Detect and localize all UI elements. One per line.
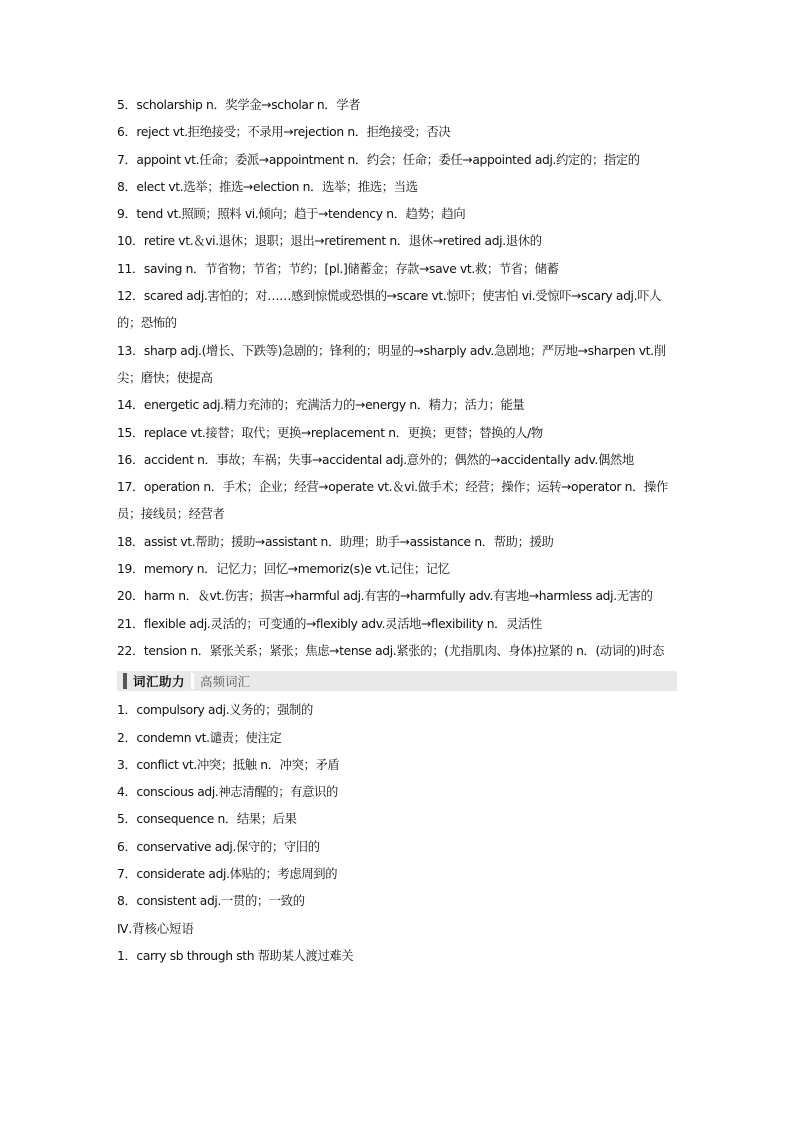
list-item: 18．assist vt.帮助；援助→assistant n．助理；助手→assistance n．帮助；援助 xyxy=(117,534,554,549)
list-item: 13．sharp adj.(增长、下跌等)急剧的；锋利的；明显的→sharply adv.急剧地；严厉地→sharpen vt.削尖；磨快；使提高 xyxy=(117,343,666,385)
list-item: 22．tension n．紧张关系；紧张；焦虑→tense adj.紧张的；(尤指肌肉、身体)拉紧的 n．(动词的)时态 xyxy=(117,643,665,658)
banner-separator xyxy=(191,673,194,689)
list-item: 19．memory n．记忆力；回忆→memoriz(s)e vt.记住；记忆 xyxy=(117,562,450,577)
list-item: 5．scholarship n．奖学金→scholar n．学者 xyxy=(117,98,361,112)
list-item: 8．consistent adj.一贯的；一致的 xyxy=(117,894,305,909)
list-item: 15．replace vt.接替；取代；更换→replacement n．更换；更替；替换的人/物 xyxy=(117,425,543,440)
banner-subtitle: 高频词汇 xyxy=(200,674,251,690)
list-item: 9．tend vt.照顾；照料 vi.倾向；趋于→tendency n．趋势；趋向 xyxy=(117,207,466,222)
list-item: 3．conflict vt.冲突；抵触 n．冲突；矛盾 xyxy=(117,757,340,772)
section-heading-iv: Ⅳ.背核心短语 xyxy=(117,921,194,936)
list-item: 20．harm n．＆vt.伤害；损害→harmful adj.有害的→harmfully adv.有害地→harmless adj.无害的 xyxy=(117,589,653,604)
list-item: 17．operation n．手术；企业；经营→operate vt.＆vi.做手术；经营；操作；运转→operator n．操作员；接线员；经营者 xyxy=(117,480,668,522)
list-item: 16．accident n．事故；车祸；失事→accidental adj.意外的；偶然的→accidentally adv.偶然地 xyxy=(117,452,634,467)
list-item: 14．energetic adj.精力充沛的；充满活力的→energy n．精力；活力；能量 xyxy=(117,398,525,413)
list-item: 1．carry sb through sth 帮助某人渡过难关 xyxy=(117,948,354,963)
list-item: 10．retire vt.＆vi.退休；退职；退出→retirement n．退休→retired adj.退休的 xyxy=(117,234,542,249)
banner-title: 词汇助力 xyxy=(133,674,186,690)
list-item: 5．consequence n．结果；后果 xyxy=(117,812,297,827)
banner-bar xyxy=(123,673,127,689)
document-page xyxy=(117,92,677,970)
list-item: 8．elect vt.选举；推选→election n．选举；推选；当选 xyxy=(117,179,418,194)
list-item: 1．compulsory adj.义务的；强制的 xyxy=(117,703,313,718)
vocab-list xyxy=(117,697,677,915)
list-item: 2．condemn vt.谴责；使注定 xyxy=(117,730,282,745)
list-item: 7．appoint vt.任命；委派→appointment n．约会；任命；委任→appointed adj.约定的；指定的 xyxy=(117,152,640,167)
word-list-top xyxy=(117,92,677,665)
list-item: 6．reject vt.拒绝接受；不录用→rejection n．拒绝接受；否决 xyxy=(117,125,451,140)
phrase-list xyxy=(117,943,677,970)
list-item: 12．scared adj.害怕的；对……感到惊慌或恐惧的→scare vt.惊吓；使害怕 vi.受惊吓→scary adj.吓人的；恐怖的 xyxy=(117,289,662,331)
section-banner xyxy=(117,671,677,691)
list-item: 21．flexible adj.灵活的；可变通的→flexibly adv.灵活地→flexibility n．灵活性 xyxy=(117,616,542,631)
list-item: 4．conscious adj.神志清醒的；有意识的 xyxy=(117,785,338,800)
list-item: 6．conservative adj.保守的；守旧的 xyxy=(117,839,320,854)
list-item: 7．considerate adj.体贴的；考虑周到的 xyxy=(117,867,338,882)
list-item: 11．saving n．节省物；节省；节约；[pl.]储蓄金；存款→save vt.救；节省；储蓄 xyxy=(117,261,559,276)
